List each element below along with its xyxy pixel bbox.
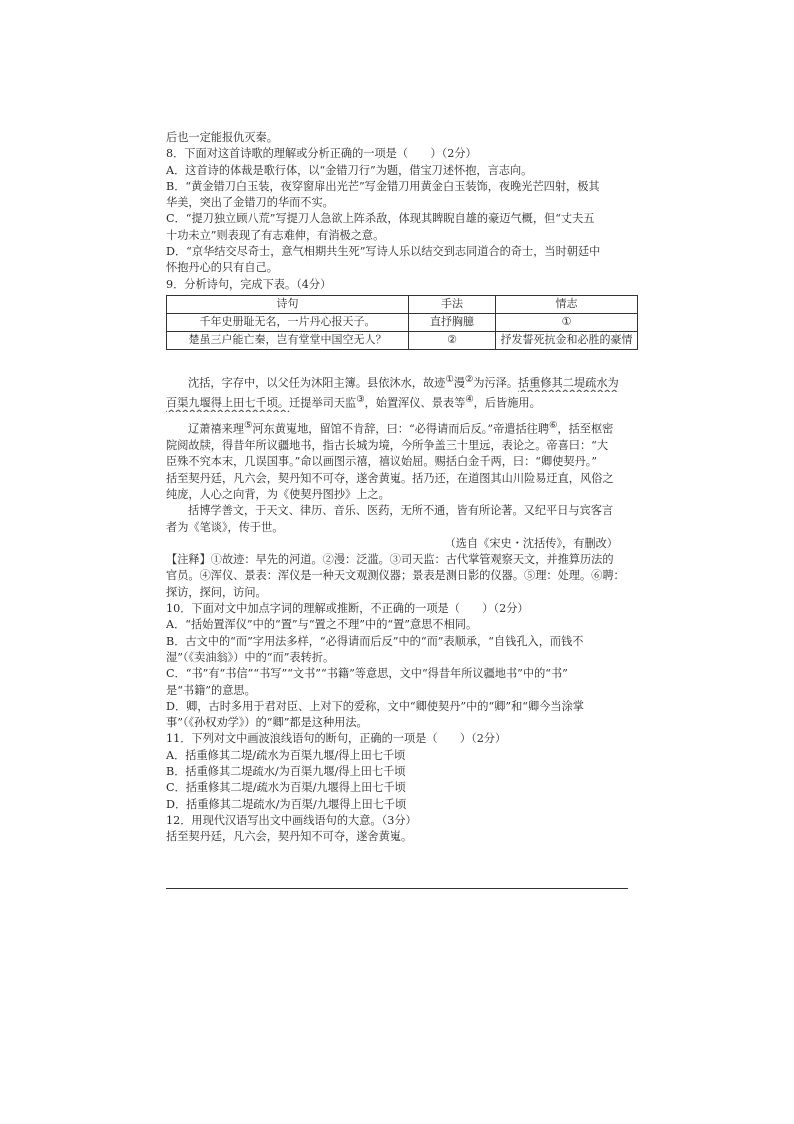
notes-cont: 官员。④浑仪、景表：浑仪是一种天文观测仪器；景表是测日影的仪器。⑤理：处理。⑥聘： [166,569,625,583]
q9-header-technique: 手法 [409,295,496,313]
q12-stem: 12．用现代汉语写出文中画线语句的大意。（3分） [166,813,417,827]
passage-para-2: 辽萧禧来理⑤河东黄嵬地，留馆不肯辞，曰：“必得请而后反。”帝遣括往聘⑥，括至枢密 [188,420,614,436]
q8-option-d: D．“京华结交尽奇士，意气相期共生死”写诗人乐以结交到志同道合的奇士，当时朝廷中 [166,245,601,259]
q9-cell: 楚虽三户能亡秦，岂有堂堂中国空无人？ [167,331,409,349]
q9-table-row [167,313,638,331]
wavy-underlined-text: 百渠九堰得上田七千顷。 [166,396,290,410]
q8-option-a: A．这首诗的体裁是歌行体，以“金错刀行”为题，借宝刀述怀抱，言志向。 [166,163,533,177]
q9-table [166,295,638,350]
q9-header-verse: 诗句 [167,295,409,313]
q9-header-emotion: 情志 [496,295,638,313]
q11-option-d: D．括重修其二堤疏水/为百渠/九堰得上田七千顷 [166,797,407,811]
q9-cell: 直抒胸臆 [409,313,496,331]
q10-option-b: B．古文中的“而”字用法多样，“必得请而后反”中的“而”表顺承，“自钱孔入，而钱不 [166,634,584,648]
q10-option-d: D．卿，古时多用于君对臣、上对下的爱称，文中“卿使契丹”中的“卿”和“卿今当涂掌 [166,699,584,713]
passage-para-2-cont: 院阅故牍，得昔年所议疆地书，指古长城为境，今所争盖三十里远，表论之。帝喜曰：“大 [166,439,609,453]
q11-stem: 11．下列对文中画波浪线语句的断句，正确的一项是（ ）（2分） [166,732,507,746]
q8-stem: 8．下面对这首诗歌的理解或分析正确的一项是（ ）（2分） [166,147,477,161]
q12-sentence: 括至契丹廷，凡六会，契丹知不可夺，遂舍黄嵬。 [166,830,413,844]
q9-table-row [167,331,638,349]
passage-para-2-cont: 括至契丹廷，凡六会，契丹知不可夺，遂舍黄嵬。括乃还，在道图其山川险易迂直，风俗之 [166,471,614,485]
q10-option-c-cont: 是“书籍”的意思。 [166,683,256,697]
q9-cell: 抒发誓死抗金和必胜的豪情 [496,331,638,349]
q9-cell: ② [409,331,496,349]
passage-para-3: 括博学善文，于天文、律历、音乐、医药，无所不通，皆有所论著。又纪平日与宾客言 [188,504,614,518]
q10-stem: 10．下面对文中加点字词的理解或推断，不正确的一项是（ ）（2分） [166,602,529,616]
q10-option-b-cont: 湿”（《卖油翁》）中的“而”表转折。 [166,650,335,664]
q8-option-b: B．“黄金错刀白玉装，夜穿窗扉出光芒”写金错刀用黄金白玉装饰，夜晚光芒四射，极其 [166,179,600,193]
wavy-underlined-text: 括重修其二堤疏水为 [518,376,619,390]
exam-page [166,130,633,845]
passage-para-1: 沈括，字存中，以父任为沐阳主簿。县依沐水，故迹①漫②为污泽。括重修其二堤疏水为 [188,373,619,390]
passage-tail: 后也一定能报仇灭秦。 [166,131,278,144]
q8-option-b-cont: 华美，突出了金错刀的华而不实。 [166,196,334,210]
notes: 【注释】①故迹：早先的河道。②漫：泛滥。③司天监：古代掌管观察天文，并推算历法的 [166,553,614,567]
q9-cell: ① [496,313,638,331]
passage-para-3-cont: 者为《笔谈》，传于世。 [166,520,284,534]
passage-source: （选自《宋史・沈括传》，有删改） [444,536,618,550]
q8-option-c: C．“提刀独立顾八荒”写提刀人急欲上阵杀敌，体现其睥睨自雄的豪迈气概，但“丈夫五 [166,212,595,226]
q9-stem: 9．分析诗句，完成下表。（4分） [166,277,332,291]
q9-table-header [167,295,638,313]
q8-option-c-cont: 十功未立”则表现了有志难伸，有消极之意。 [166,228,385,242]
q10-option-d-cont: 事”（《孙权劝学》）的“卿”都是这种用法。 [166,716,368,730]
answer-line [166,888,628,889]
q8-option-d-cont: 怀抱丹心的只有自己。 [166,261,278,275]
q9-cell: 千年史册耻无名，一片丹心报天子。 [167,313,409,331]
q10-option-a: A．“括始置浑仪”中的“置”与“置之不理”中的“置”意思不相同。 [166,618,478,632]
passage-para-1-cont: 百渠九堰得上田七千顷。迁提举司天监③，始置浑仪、景表等④，后皆施用。 [166,394,541,410]
q11-option-b: B．括重修其二堤疏水/为百渠九堰/得上田七千顷 [166,765,406,778]
q11-option-c: C．括重修其二堤/疏水为百渠/九堰得上田七千顷 [166,781,406,795]
passage-para-2-cont: 臣殊不究本末，几误国事。”命以画图示禧，禧议始屈。赐括白金千两，曰：“卿使契丹。” [166,455,598,469]
notes-cont: 探访，探问，访问。 [166,585,267,599]
q10-option-c: C．“书”有“书信”“书写”“文书”“书籍”等意思，文中“得昔年所议疆地书”中的“书” [166,667,568,681]
passage-para-2-cont: 纯庞，人心之向背，为《使契丹图抄》上之。 [166,487,390,501]
q11-option-a: A．括重修其二堤/疏水为百渠九堰/得上田七千顷 [166,748,406,762]
